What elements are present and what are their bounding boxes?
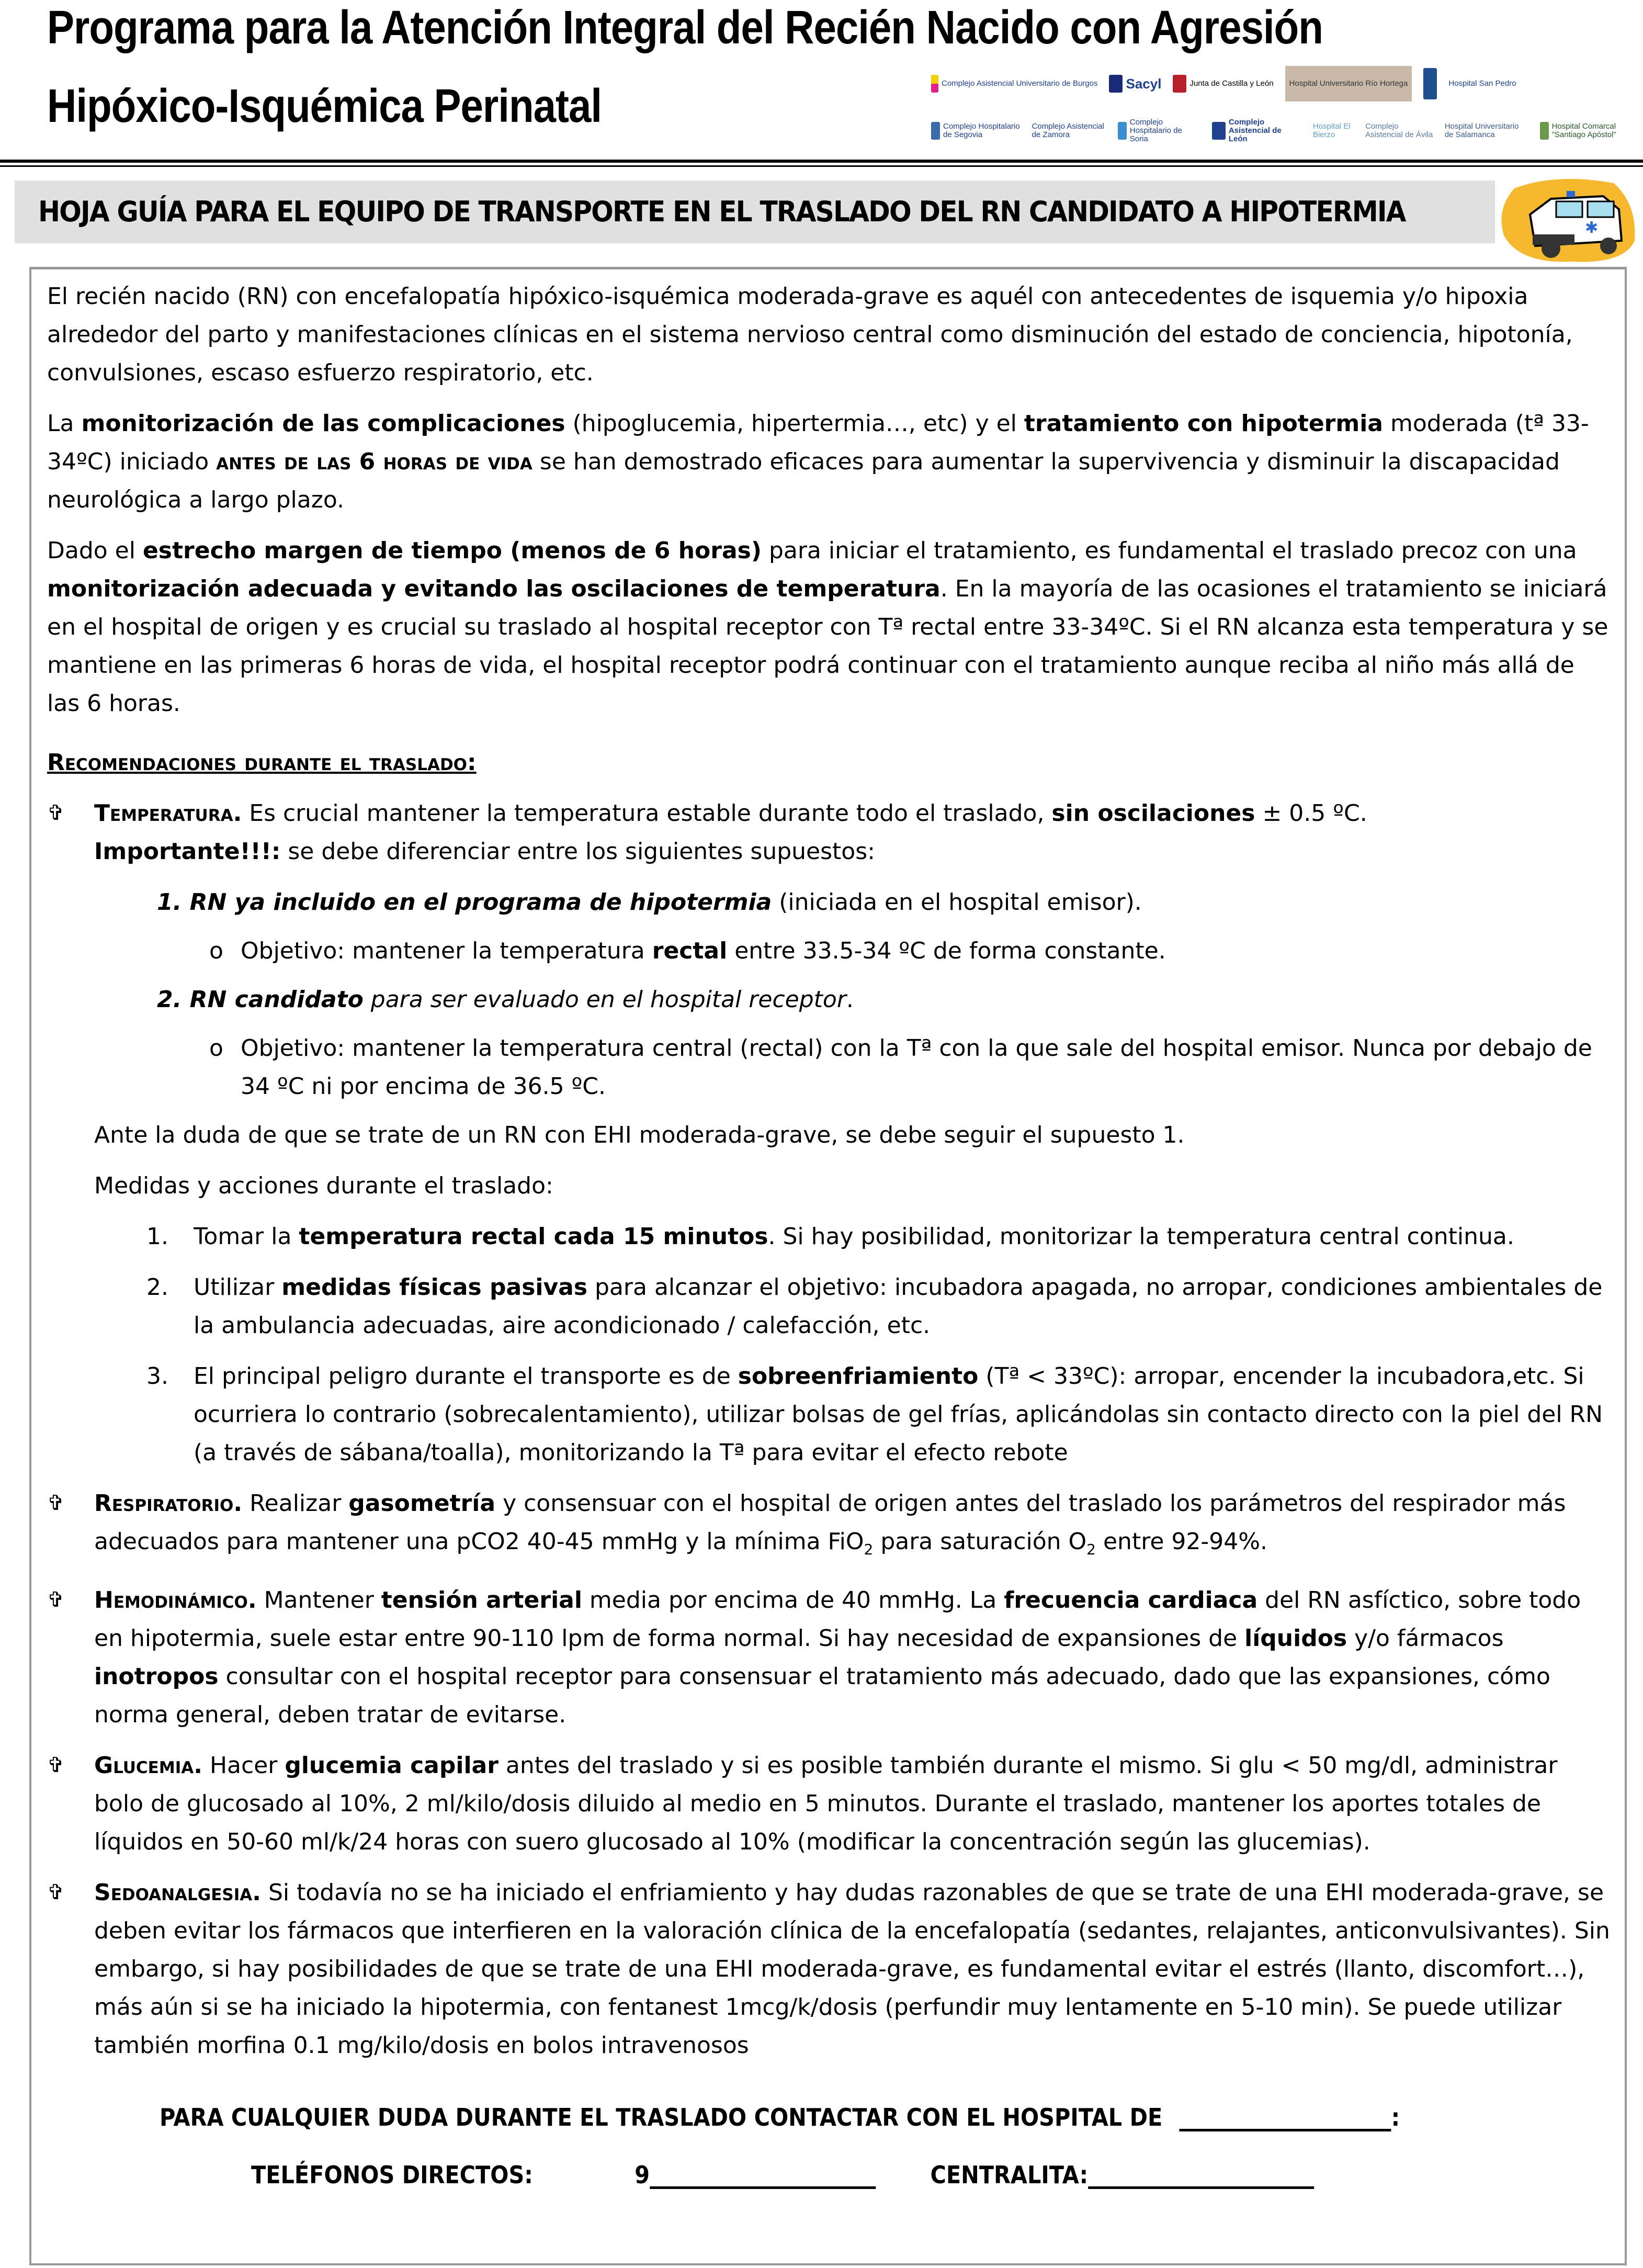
logo-zamora: Complejo Asistencial de Zamora <box>1032 122 1104 139</box>
guide-title: HOJA GUÍA PARA EL EQUIPO DE TRANSPORTE EN EL TRASLADO DEL RN CANDIDATO A HIPOTERMIA <box>38 195 1406 228</box>
logo-burgos: Complejo Asistencial Universitario de Burgos <box>931 75 1097 93</box>
intro-paragraph-1: El recién nacido (RN) con encefalopatía hipóxico-isquémica moderada-grave es aquél con antecedentes de isquemia y/o hipoxia alrededor del parto y manifestaciones clínicas en el sistema nervioso central como disminución del estado de conciencia, hipotonía, convulsiones, escaso esfuerzo respiratorio, etc. <box>47 283 1573 386</box>
case-1-objective: o Objetivo: mantener la temperatura rectal entre 33.5-34 ºC de forma constante. <box>47 932 1611 970</box>
document-title-line2: Hipóxico-Isquémica Perinatal <box>47 79 602 132</box>
header-rule-thick <box>0 160 1643 163</box>
logo-san-pedro: Hospital San Pedro <box>1448 79 1516 88</box>
section-sedoanalgesia: ✞ Sedoanalgesia. Si todavía no se ha iniciado el enfriamiento y hay dudas razonables de que se trate de una EHI moderada-grave, se deben evitar los fármacos que interfieren en la valoración clínica de la encefalopatía (sedantes, relajantes, anticonvulsivantes). Sin embargo, si hay posibilidades de que se trate de una EHI moderada-grave, es fundamental evitar el estrés (llanto, discomfort…), más aún si se ha iniciado la hipotermia, con fentanest 1mcg/k/dosis (perfundir muy lentamente en 5-10 min). Se puede utilizar también morfina 0.1 mg/kilo/dosis en bolos intravenosos <box>47 1874 1611 2064</box>
circle-bullet-icon: o <box>209 1035 223 1062</box>
recommendations-heading: Recomendaciones durante el traslado: <box>47 749 477 776</box>
case-2-objective: o Objetivo: mantener la temperatura central (rectal) con la Tª con la que sale del hospital emisor. Nunca por debajo de 34 ºC ni por encima de 36.5 ºC. <box>47 1029 1611 1105</box>
logo-salamanca: Hospital Universitario de Salamanca <box>1444 122 1519 139</box>
logo-junta-cyl: Junta de Castilla y León <box>1173 75 1273 93</box>
cross-bullet-icon: ✞ <box>47 1491 65 1515</box>
logo-bierzo: Hospital El Bierzo <box>1312 122 1351 139</box>
document-title-line1: Programa para la Atención Integral del Recién Nacido con Agresión <box>47 1 1323 54</box>
cross-bullet-icon: ✞ <box>47 1753 65 1777</box>
svg-text:✱: ✱ <box>1585 219 1599 237</box>
section-glucemia: ✞ Glucemia. Hacer glucemia capilar antes del traslado y si es posible también durante el mismo. Si glu < 50 mg/dl, administrar bolo de glucosado al 10%, 2 ml/kilo/dosis diluido al medio en 5 minutos. Durante el traslado, mantener los aportes totales de líquidos en 50-60 ml/k/24 horas con suero glucosado al 10% (modificar la concentración según las glucemias). <box>47 1746 1611 1861</box>
logo-santiago-apostol: Hospital Comarcal "Santiago Apóstol" <box>1540 122 1637 140</box>
doubt-note: Ante la duda de que se trate de un RN con EHI moderada-grave, se debe seguir el supuesto 1. <box>94 1122 1185 1148</box>
header-rule-thin <box>0 165 1643 167</box>
logo-sacyl: Sacyl <box>1109 75 1161 93</box>
measure-2: 2. Utilizar medidas físicas pasivas para alcanzar el objetivo: incubadora apagada, no arropar, condiciones ambientales de la ambulancia adecuadas, aire acondicionado / calefacción, etc. <box>146 1274 1603 1339</box>
logos-row-1 <box>931 60 1637 107</box>
section-respiratorio: ✞ Respiratorio. Realizar gasometría y consensuar con el hospital de origen antes del traslado los parámetros del respirador más adecuados para mantener una pCO2 40-45 mmHg y la mínima FiO$_2$ para saturación $O_2$ entre 92-94%. <box>47 1484 1611 1569</box>
direct-phone-field[interactable] <box>650 2163 876 2189</box>
measure-1: 1. Tomar la temperatura rectal cada 15 minutos. Si hay posibilidad, monitorizar la temperatura central continua. <box>146 1223 1514 1250</box>
cross-bullet-icon: ✞ <box>47 1880 65 1904</box>
intro-paragraph-3: Dado el estrecho margen de tiempo (menos de 6 horas) para iniciar el tratamiento, es fundamental el traslado precoz con una monitorización adecuada y evitando las oscilaciones de temperatura. En la mayoría de las ocasiones el tratamiento se iniciará en el hospital de origen y es crucial su traslado al hospital receptor con Tª rectal entre 33-34ºC. Si el RN alcanza esta temperatura y se mantiene en las primeras 6 horas de vida, el hospital receptor podrá continuar con el tratamiento aunque reciba al niño más allá de las 6 horas. <box>47 537 1608 717</box>
ambulance-icon <box>1493 173 1640 267</box>
circle-bullet-icon: o <box>209 938 223 964</box>
content <box>47 277 1611 2077</box>
switchboard-phone-field[interactable] <box>1088 2163 1314 2189</box>
contact-line: PARA CUALQUIER DUDA DURANTE EL TRASLADO CONTACTAR CON EL HOSPITAL DE : <box>160 2103 1400 2131</box>
phones-line: TELÉFONOS DIRECTOS: 9 CENTRALITA: <box>251 2161 1314 2189</box>
logo-segovia: Complejo Hospitalario de Segovia <box>931 122 1021 140</box>
logo-rio-hortega: Hospital Universitario Río Hortega <box>1285 66 1412 101</box>
guide-banner <box>15 180 1495 243</box>
section-hemodinamico: ✞ Hemodinámico. Mantener tensión arterial media por encima de 40 mmHg. La frecuencia cardiaca del RN asfíctico, sobre todo en hipotermia, suele estar entre 90-110 lpm de forma normal. Si hay necesidad de expansiones de líquidos y/o fármacos inotropos consultar con el hospital receptor para consensuar el tratamiento más adecuado, dado que las expansiones, cómo norma general, deben tratar de evitarse. <box>47 1581 1611 1734</box>
hospital-name-field[interactable] <box>1180 2106 1391 2131</box>
logo-tree-hospital <box>1423 68 1437 99</box>
cross-bullet-icon: ✞ <box>47 1587 65 1612</box>
logo-avila: Complejo Asistencial de Ávila <box>1365 122 1433 139</box>
section-temperatura: ✞ Temperatura. Es crucial mantener la temperatura estable durante todo el traslado, sin oscilaciones ± 0.5 ºC. Importante!!!: se debe diferenciar entre los siguientes supuestos: <box>47 794 1611 871</box>
case-1: 1. RN ya incluido en el programa de hipotermia (iniciada en el hospital emisor). <box>157 889 1142 916</box>
measure-3: 3. El principal peligro durante el transporte es de sobreenfriamiento (Tª < 33ºC): arropar, encender la incubadora,etc. Si ocurriera lo contrario (sobrecalentamiento), utilizar bolsas de gel frías, aplicándolas sin contacto directo con la piel del RN (a través de sábana/toalla), monitorizando la Tª para evitar el efecto rebote <box>146 1363 1603 1466</box>
intro-paragraph-2: La monitorización de las complicaciones (hipoglucemia, hipertermia…, etc) y el tratamiento con hipotermia moderada (tª 33-34ºC) iniciado antes de las 6 horas de vida se han demostrado eficaces para aumentar la supervivencia y disminuir la discapacidad neurológica a largo plazo. <box>47 410 1589 513</box>
cross-bullet-icon: ✞ <box>47 801 65 825</box>
logo-soria: Complejo Hospitalario de Soria <box>1118 118 1200 143</box>
case-2: 2. RN candidato para ser evaluado en el hospital receptor. <box>157 986 854 1013</box>
institution-logos <box>931 60 1637 154</box>
measures-heading: Medidas y acciones durante el traslado: <box>94 1172 553 1199</box>
logo-leon: Complejo Asistencial de León <box>1212 118 1301 143</box>
logos-row-2 <box>931 107 1637 154</box>
